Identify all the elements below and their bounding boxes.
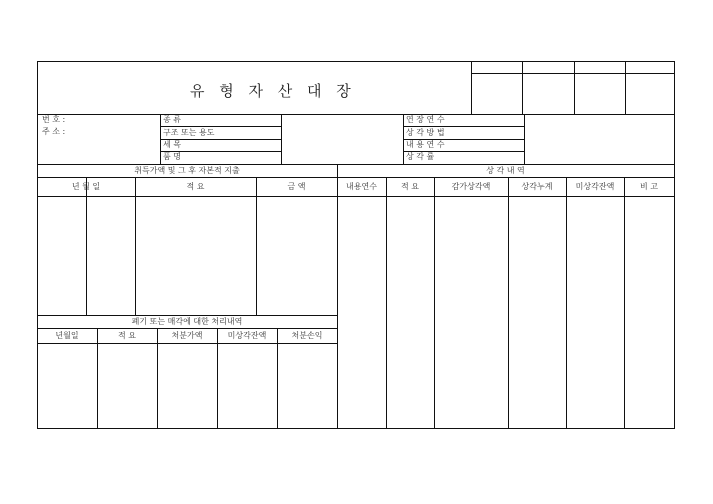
disp-col-summary: 적 요 [118,331,136,340]
acq-col-divider [86,177,87,315]
disp-col-date: 년월일 [55,331,79,340]
outer-border-bottom [37,428,675,429]
label-useful-life: 내 용 연 수 [406,140,445,149]
dep-col-undepreciated: 미상각잔액 [575,182,615,191]
acq-col-date: 년 월 일 [71,182,101,191]
info-divider [524,114,525,165]
label-depreciation-rate: 상 각 률 [406,152,435,161]
dep-col-divider [624,177,625,429]
dep-col-depreciation: 감가상각액 [451,182,491,191]
acquisition-header: 취득가액 및 그 후 자본적 지출 [134,166,240,175]
column-header-line [37,196,675,197]
info-row-line [403,126,524,127]
disposal-header-line [37,328,337,329]
title-bottom-line [37,114,675,115]
info-row-line [160,126,281,127]
info-bottom-line [37,164,675,165]
dep-col-divider [508,177,509,429]
label-detail: 세 목 [163,140,181,149]
dep-col-divider [434,177,435,429]
dep-col-accumulated: 상각누계 [521,182,553,191]
dep-col-useful-life: 내용연수 [346,182,377,191]
disp-col-disposal-price: 처분가액 [171,331,203,340]
depreciation-header: 상 각 내 역 [486,166,525,175]
document-title: 유 형 자 산 대 장 [190,82,356,100]
approval-box-header-line [471,73,675,74]
disposal-col-header-line [37,343,337,344]
dep-col-summary: 적 요 [401,182,419,191]
label-item-name: 품 명 [163,152,181,161]
outer-border-top [37,61,675,62]
info-divider [281,114,282,165]
acq-col-amount: 금 액 [287,182,306,191]
label-structure-use: 구조 또는 용도 [163,128,215,137]
disp-col-undepreciated: 미상각잔액 [227,331,267,340]
approval-box-divider [522,61,523,114]
label-kind: 종 류 [163,115,181,124]
dep-col-divider [566,177,567,429]
approval-box-divider [574,61,575,114]
section-header-line [37,177,675,178]
disposal-header: 폐기 또는 매각에 대한 처리내역 [131,317,243,326]
dep-col-divider [386,177,387,429]
acq-col-divider [256,177,257,315]
outer-border-right [674,61,675,429]
label-address: 주 소 : [42,127,66,136]
label-extended-years: 연 장 연 수 [406,115,445,124]
disposal-top-line [37,315,337,316]
disp-col-gain-loss: 처분손익 [291,331,323,340]
label-depreciation-method: 상 각 방 법 [406,128,445,137]
acq-col-summary: 적 요 [186,182,205,191]
label-number: 번 호 : [42,115,66,124]
main-section-divider [337,164,338,429]
acq-col-divider [135,177,136,315]
approval-box-divider [471,61,472,114]
dep-col-remarks: 비 고 [640,182,658,191]
approval-box-divider [625,61,626,114]
outer-border-left [37,61,38,429]
